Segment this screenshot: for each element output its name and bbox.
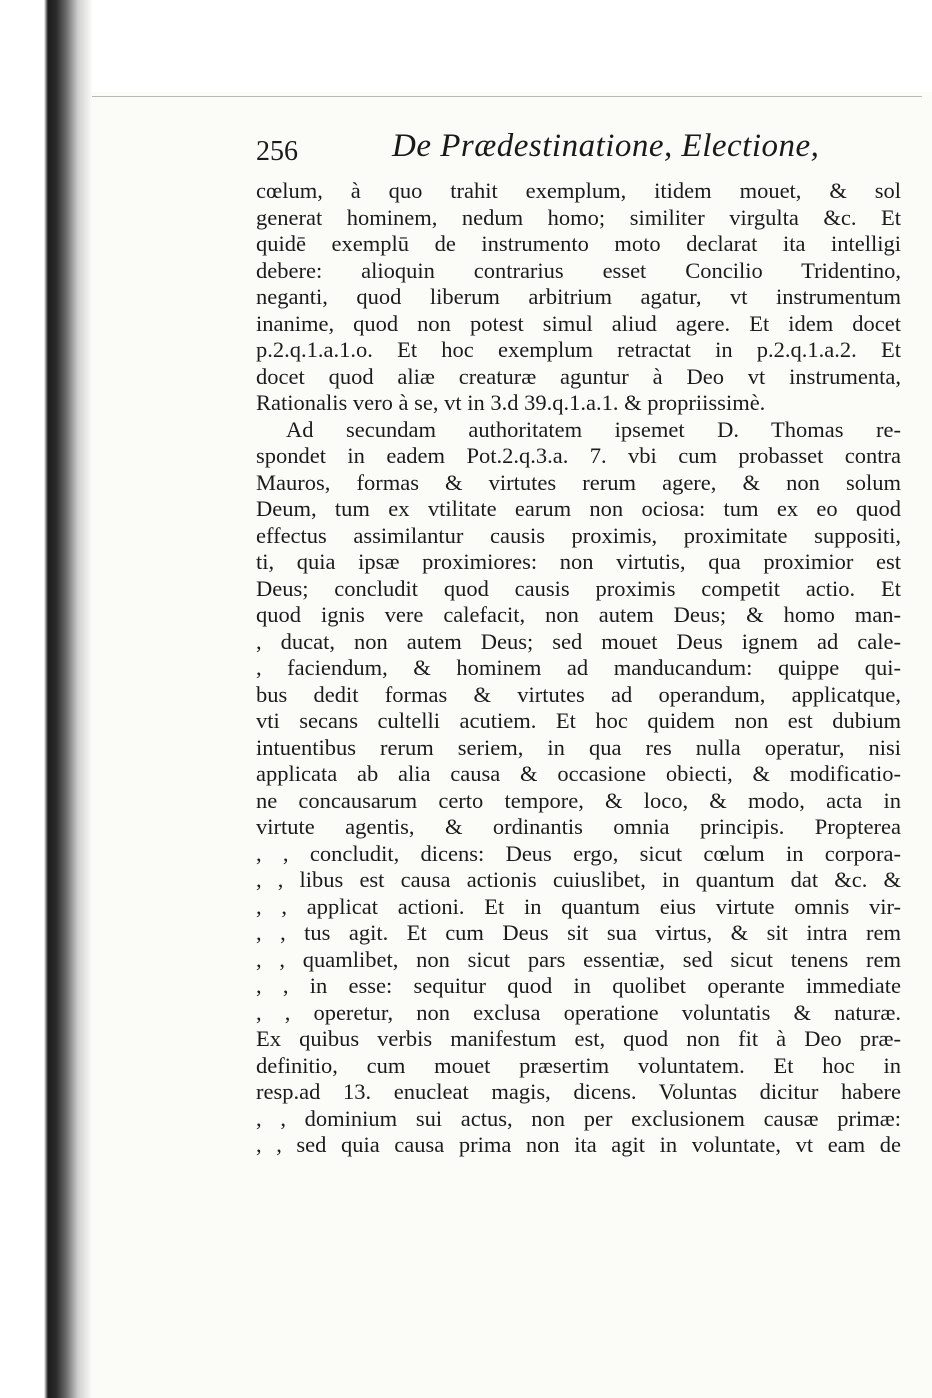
text-line: , ducat, non autem Deus; sed mouet Deus ignem ad cale- bbox=[256, 628, 901, 654]
text-line: neganti, quod liberum arbitrium agatur, vt instrumentum bbox=[256, 284, 901, 309]
quoted-line: , , sed quia causa prima non ita agit in voluntate, vt eam de bbox=[256, 1132, 901, 1157]
text-line: quod ignis vere calefacit, non autem Deus; & homo man- bbox=[256, 602, 901, 627]
quoted-line: , , in esse: sequitur quod in quolibet operante immediate bbox=[256, 973, 901, 998]
scan-top-margin bbox=[0, 0, 932, 92]
text-line: generat hominem, nedum homo; similiter virgulta &c. Et bbox=[256, 204, 901, 230]
text-line: inanime, quod non potest simul aliud agere. Et idem docet bbox=[256, 310, 901, 336]
text-line: Deum, tum ex vtilitate earum non ociosa: tum ex eo quod bbox=[256, 496, 901, 521]
text-line: p.2.q.1.a.1.o. Et hoc exemplum retractat in p.2.q.1.a.2. Et bbox=[256, 337, 901, 362]
text-line: virtute agentis, & ordinantis omnia principis. Propterea bbox=[256, 814, 901, 839]
text-line: vti secans cultelli acutiem. Et hoc quidem non est dubium bbox=[256, 708, 901, 733]
quoted-line: , , applicat actioni. Et in quantum eius virtute omnis vir- bbox=[256, 893, 901, 919]
quoted-line: , , tus agit. Et cum Deus sit sua virtus, & sit intra rem bbox=[256, 920, 901, 945]
quoted-line: , , libus est causa actionis cuiuslibet, in quantum dat &c. & bbox=[256, 867, 901, 892]
text-line: definitio, cum mouet præsertim voluntatem. Et hoc in bbox=[256, 1052, 901, 1078]
page-edge-line bbox=[92, 96, 922, 97]
text-line: , faciendum, & hominem ad manducandum: quippe qui- bbox=[256, 655, 901, 680]
quoted-line: , , operetur, non exclusa operatione voluntatis & naturæ. bbox=[256, 999, 901, 1025]
text-line: ne concausarum certo tempore, & loco, & modo, acta in bbox=[256, 787, 901, 813]
text-line: ti, quia ipsæ proximiores: non virtutis, qua proximior est bbox=[256, 549, 901, 574]
text-line: intuentibus rerum seriem, in qua res nulla operatur, nisi bbox=[256, 734, 901, 760]
text-line: Deus; concludit quod causis proximis competit actio. Et bbox=[256, 575, 901, 601]
text-line: docet quod aliæ creaturæ aguntur à Deo vt instrumenta, bbox=[256, 363, 901, 389]
text-line: Rationalis vero à se, vt in 3.d 39.q.1.a.1. & propriissimè. bbox=[256, 390, 766, 415]
quoted-line: , , quamlibet, non sicut pars essentiæ, sed sicut tenens rem bbox=[256, 946, 901, 972]
body-text bbox=[256, 178, 901, 1159]
text-line: bus dedit formas & virtutes ad operandum, applicatque, bbox=[256, 681, 901, 707]
binding-gutter bbox=[0, 0, 92, 1398]
running-head bbox=[256, 128, 906, 176]
quoted-line: , , dominium sui actus, non per exclusionem causæ primæ: bbox=[256, 1105, 901, 1131]
text-line: applicata ab alia causa & occasione obiecti, & modificatio- bbox=[256, 761, 901, 786]
paragraph-start-line: Ad secundam authoritatem ipsemet D. Thomas re- bbox=[286, 416, 901, 442]
page-number: 256 bbox=[256, 136, 298, 167]
text-line: spondet in eadem Pot.2.q.3.a. 7. vbi cum probasset contra bbox=[256, 443, 901, 468]
text-line: resp.ad 13. enucleat magis, dicens. Voluntas dicitur habere bbox=[256, 1079, 901, 1104]
text-line: effectus assimilantur causis proximis, proximitate suppositi, bbox=[256, 522, 901, 548]
text-line: Ex quibus verbis manifestum est, quod non fit à Deo præ- bbox=[256, 1026, 901, 1051]
quoted-line: , , concludit, dicens: Deus ergo, sicut cœlum in corpora- bbox=[256, 840, 901, 866]
text-line: quidē exemplū de instrumento moto declarat ita intelligi bbox=[256, 231, 901, 256]
text-line: debere: alioquin contrarius esset Concilio Tridentino, bbox=[256, 257, 901, 283]
text-line: cœlum, à quo trahit exemplum, itidem mouet, & sol bbox=[256, 178, 901, 203]
text-line: Mauros, formas & virtutes rerum agere, & non solum bbox=[256, 469, 901, 495]
running-head-title: De Prædestinatione, Electione, bbox=[392, 128, 820, 164]
